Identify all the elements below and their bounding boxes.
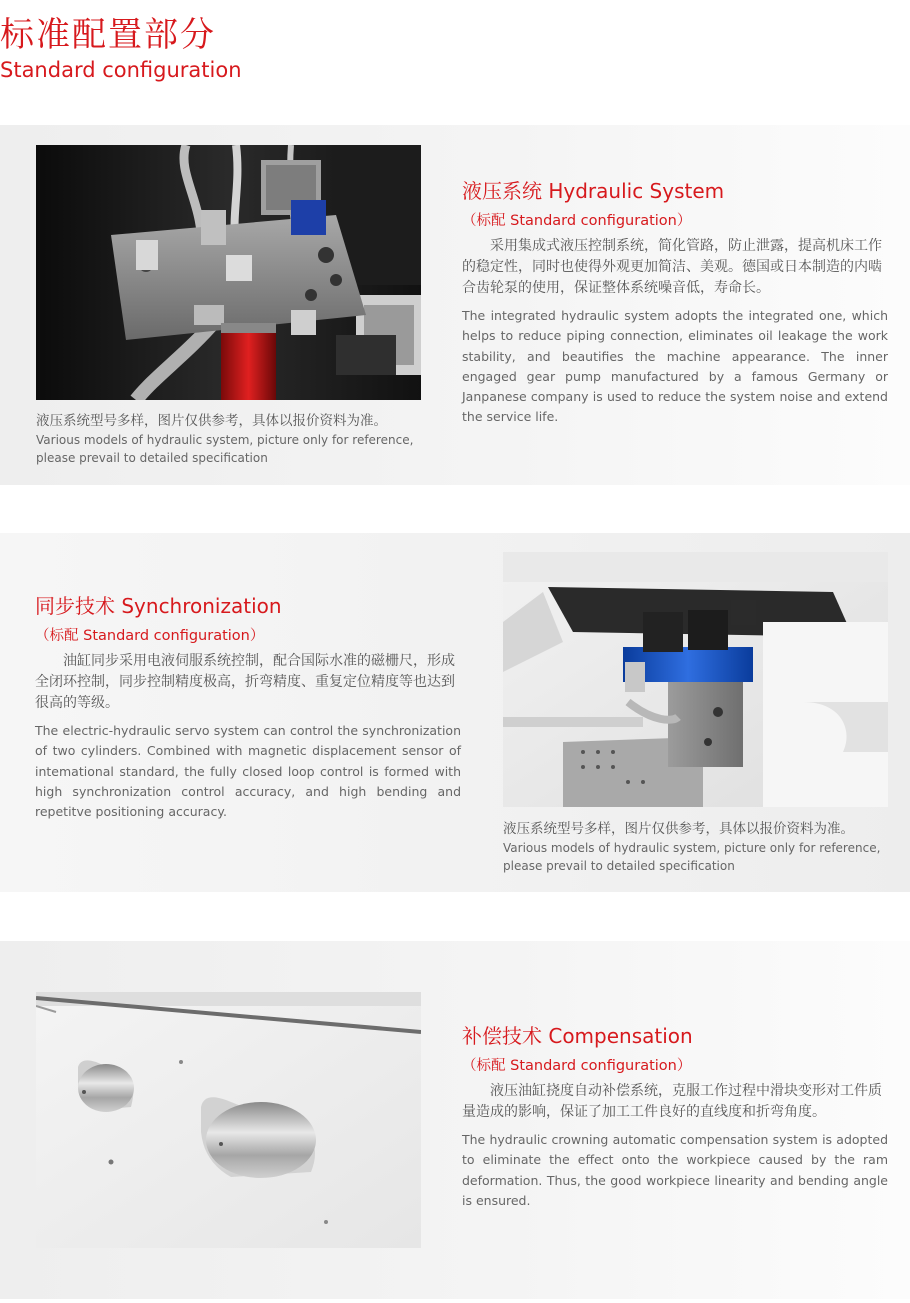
feature-desc-en: The electric-hydraulic servo system can control the synchronization of two cylinders. Combined with magnetic displacement sensor of intemational standard, the fully closed loop control is formed with high synchronization control accuracy, and high bending and repetitve positioning accuracy. [35, 723, 461, 820]
feature-desc-cn: 采用集成式液压控制系统，简化管路，防止泄露，提高机床工作的稳定性，同时也使得外观更加简洁、美观。德国或日本制造的内啮合齿轮泵的使用，保证整体系统噪音低，寿命长。 [462, 238, 882, 296]
caption-cn: 液压系统型号多样，图片仅供参考，具体以报价资料为准。 [503, 821, 854, 837]
synchronization-photo [503, 552, 888, 807]
caption-en: Various models of hydraulic system, picture only for reference, please prevail to detailed specification [503, 841, 881, 873]
feature-title: 补偿技术 Compensation [462, 1024, 693, 1048]
feature-subtitle: （标配 Standard configuration） [462, 1058, 692, 1074]
hydraulic-photo-caption [36, 412, 436, 467]
feature-title: 同步技术 Synchronization [35, 594, 282, 618]
feature-desc-cn: 液压油缸挠度自动补偿系统，克服工作过程中滑块变形对工件质量造成的影响，保证了加工工件良好的直线度和折弯角度。 [462, 1083, 882, 1120]
feature-desc-en: The integrated hydraulic system adopts the integrated one, which helps to reduce piping connection, eliminates oil leakage the work stability, and beautifies the machine appearance. The inner engaged gear pump manufactured by a famous Germany or Janpanese company is used to reduce the system noise and extend the service life. [462, 308, 888, 425]
feature-subtitle: （标配 Standard configuration） [35, 628, 265, 644]
caption-cn: 液压系统型号多样，图片仅供参考，具体以报价资料为准。 [36, 413, 387, 429]
feature-synchronization [35, 592, 461, 822]
feature-title: 液压系统 Hydraulic System [462, 179, 725, 203]
synchronization-photo-caption [503, 820, 903, 875]
feature-desc-cn: 油缸同步采用电液伺服系统控制，配合国际水准的磁栅尺，形成全闭环控制，同步控制精度极高，折弯精度、重复定位精度等也达到很高的等级。 [35, 653, 455, 711]
feature-subtitle: （标配 Standard configuration） [462, 213, 692, 229]
page-title-en: Standard configuration [0, 58, 242, 82]
page-title-cn: 标准配置部分 [0, 15, 216, 55]
compensation-photo [36, 992, 421, 1248]
feature-desc-en: The hydraulic crowning automatic compensation system is adopted to eliminate the effect onto the workpiece caused by the ram deformation. Thus, the good workpiece linearity and bending angle is ensured. [462, 1132, 888, 1208]
feature-hydraulic [462, 177, 888, 428]
hydraulic-system-photo [36, 145, 421, 400]
feature-compensation [462, 1022, 888, 1211]
caption-en: Various models of hydraulic system, picture only for reference, please prevail to detailed specification [36, 433, 414, 465]
